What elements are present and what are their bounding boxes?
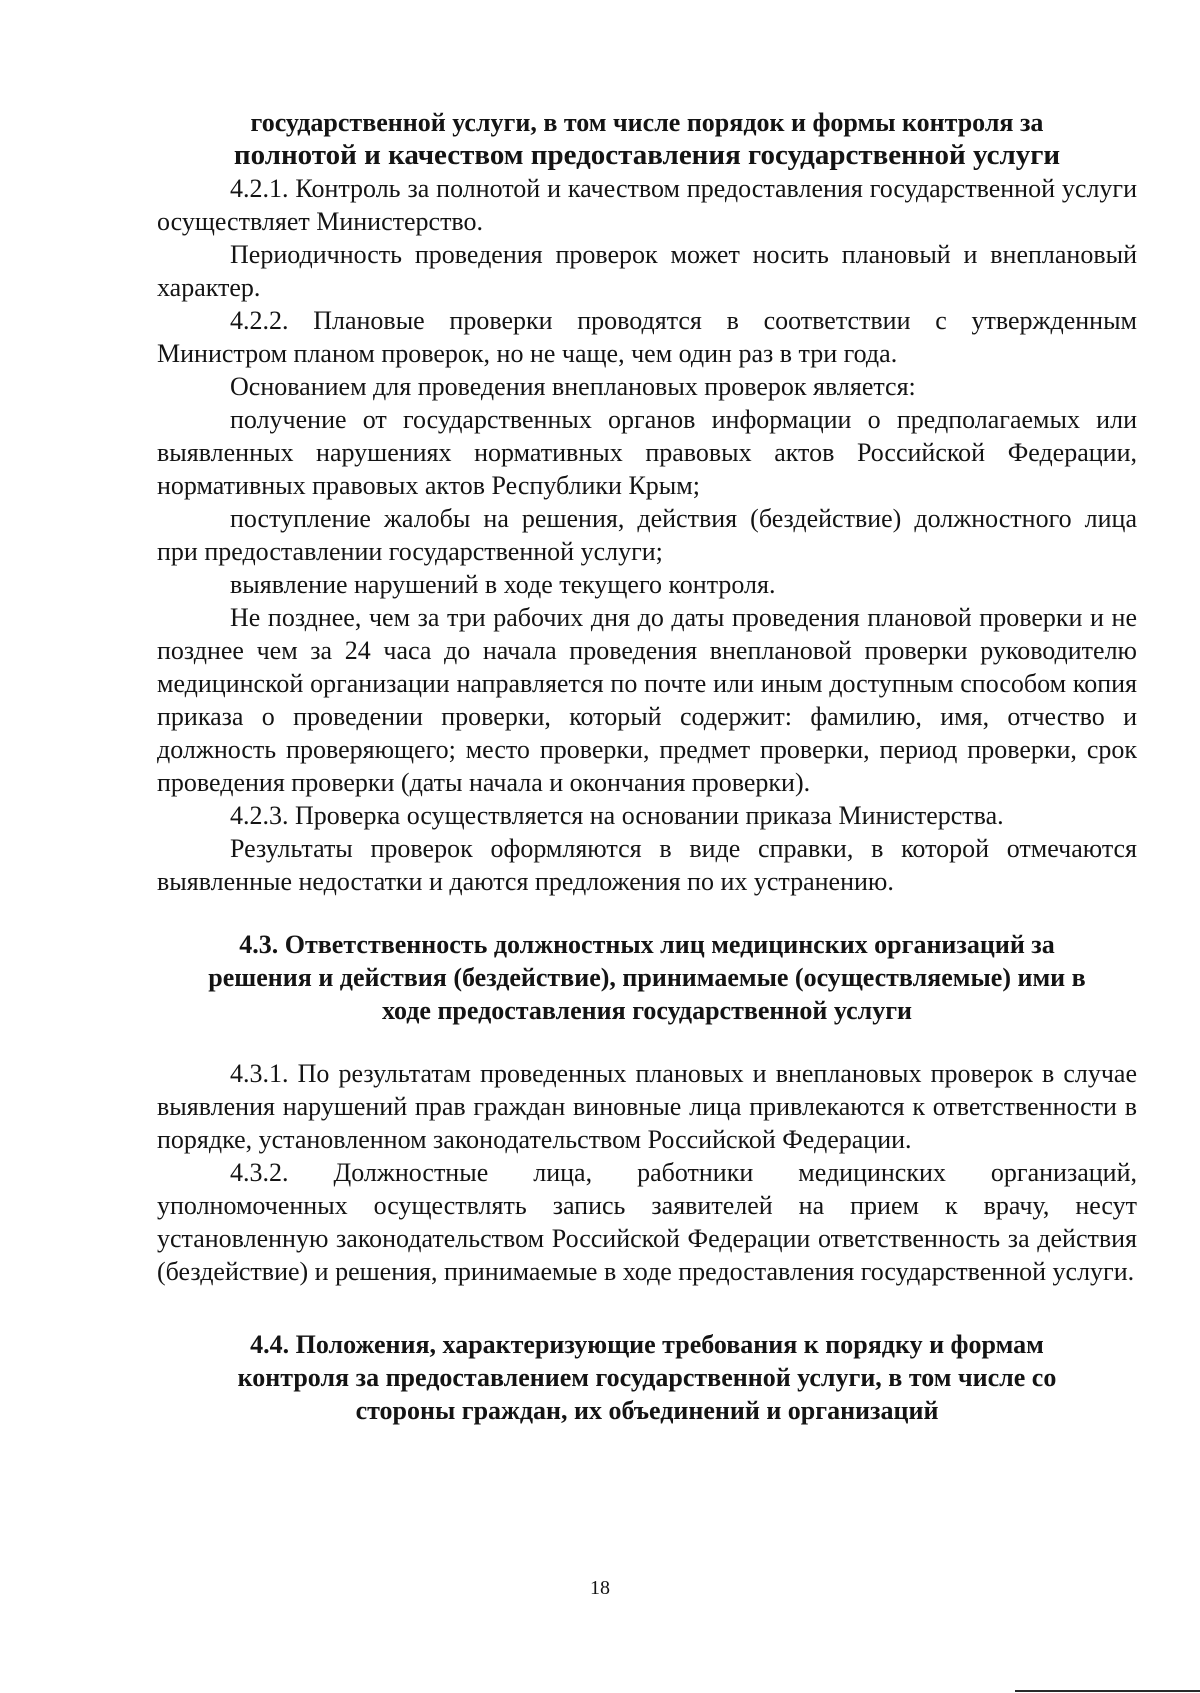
paragraph-results: Результаты проверок оформляются в виде справки, в которой отмечаются выявленные недостатки и даются предложения по их устранению. xyxy=(157,834,1137,896)
paragraph-ground-violation: выявление нарушений в ходе текущего контроля. xyxy=(230,570,776,599)
heading-line: полнотой и качеством предоставления государственной услуги xyxy=(233,139,1061,171)
scan-edge-line xyxy=(1015,1690,1200,1692)
paragraph-notice: Не позднее, чем за три рабочих дня до даты проведения плановой проверки и не позднее чем за 24 часа до начала проведения внеплановой проверки руководителю медицинской организации направляется по почте или иным доступным способом копия приказа о проведении проверки, который содержит: фамилию, имя, отчество и должность проверяющего; место проверки, предмет проверки, период проверки, срок проведения проверки (даты начала и окончания проверки). xyxy=(157,603,1137,797)
heading-line: контроля за предоставлением государственной услуги, в том числе со xyxy=(237,1363,1057,1392)
heading-line: государственной услуги, в том числе порядок и формы контроля за xyxy=(250,108,1044,137)
paragraph-4-2-3: 4.2.3. Проверка осуществляется на основании приказа Министерства. xyxy=(230,801,1004,830)
document-page xyxy=(157,106,1137,1427)
heading-line: стороны граждан, их объединений и организаций xyxy=(355,1396,939,1425)
spacer xyxy=(157,1027,1137,1057)
section-heading-continuation xyxy=(157,106,1137,172)
page-number: 18 xyxy=(590,1577,610,1599)
paragraph-4-3-2: 4.3.2. Должностные лица, работники медицинских организаций, уполномоченных осуществлять запись заявителей на прием к врачу, несут установленную законодательством Российской Федерации ответственность за действия (бездействие) и решения, принимаемые в ходе предоставления государственной услуги. xyxy=(157,1158,1137,1286)
heading-line: ходе предоставления государственной услуги xyxy=(381,996,912,1025)
paragraph-4-2-1: 4.2.1. Контроль за полнотой и качеством предоставления государственной услуги осуществляет Министерство. xyxy=(157,174,1137,236)
section-heading-4-3 xyxy=(157,928,1137,1027)
paragraph-grounds: Основанием для проведения внеплановых проверок является: xyxy=(230,372,916,401)
paragraph-ground-complaint: поступление жалобы на решения, действия (бездействие) должностного лица при предоставлении государственной услуги; xyxy=(157,504,1137,566)
paragraph-4-2-2: 4.2.2. Плановые проверки проводятся в соответствии с утвержденным Министром планом проверок, но не чаще, чем один раз в три года. xyxy=(157,306,1137,368)
section-heading-4-4 xyxy=(157,1328,1137,1427)
paragraph-4-3-1: 4.3.1. По результатам проведенных плановых и внеплановых проверок в случае выявления нарушений прав граждан виновные лица привлекаются к ответственности в порядке, установленном законодательством Российской Федерации. xyxy=(157,1059,1137,1154)
heading-line: 4.4. Положения, характеризующие требования к порядку и формам xyxy=(250,1330,1044,1359)
paragraph-periodicity: Периодичность проведения проверок может носить плановый и внеплановый характер. xyxy=(157,240,1137,302)
heading-line: решения и действия (бездействие), принимаемые (осуществляемые) ими в xyxy=(208,963,1086,992)
spacer xyxy=(157,898,1137,928)
heading-line: 4.3. Ответственность должностных лиц медицинских организаций за xyxy=(239,930,1055,959)
paragraph-ground-info: получение от государственных органов информации о предполагаемых или выявленных нарушениях нормативных правовых актов Российской Федерации, нормативных правовых актов Республики Крым; xyxy=(157,405,1137,500)
spacer xyxy=(157,1288,1137,1328)
